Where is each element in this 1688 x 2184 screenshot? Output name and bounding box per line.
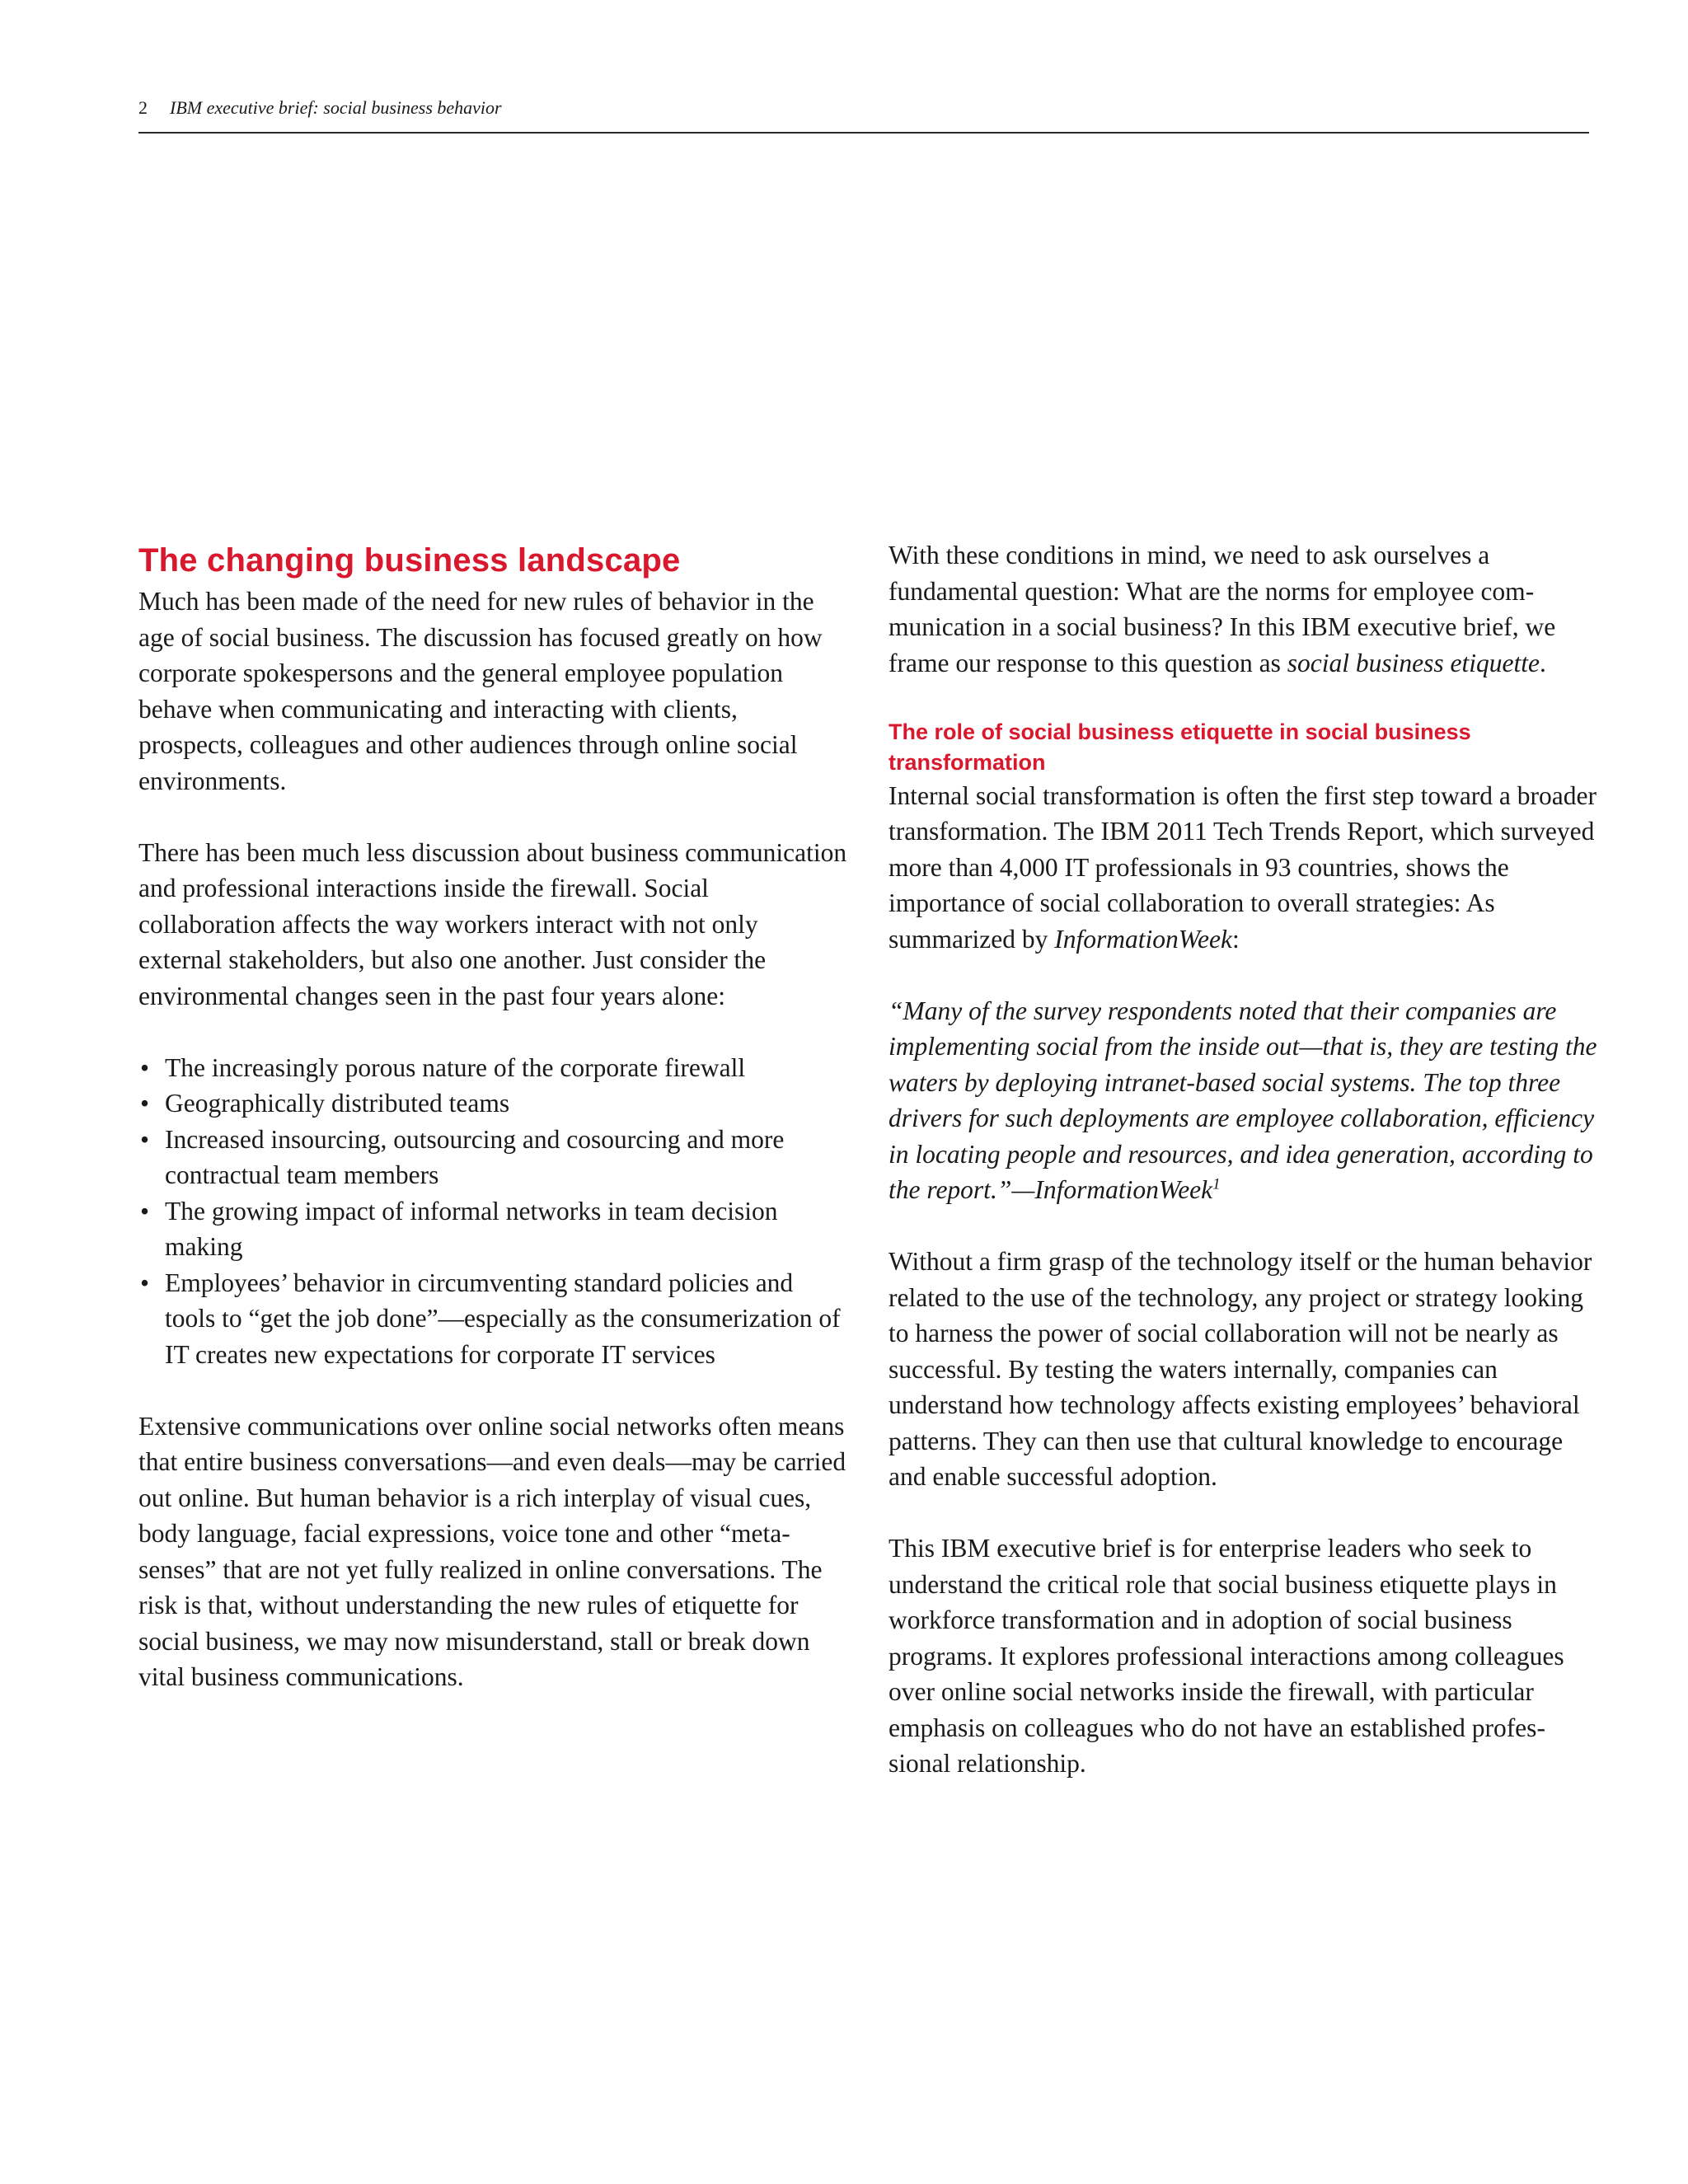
list-item: • Employees’ behavior in circumventing standard policies and tools to “get the job done”—especially as the consumerization of IT creates new expectations for corporate IT services (138, 1265, 847, 1373)
paragraph-text: With these conditions in mind, we need to ask ourselves a fundamental question: What are the norms for employee communication in a social business? In this IBM executive brief, we frame our response to this question as (889, 541, 1556, 677)
paragraph (889, 778, 1597, 958)
section-heading: The changing business landscape (138, 542, 681, 579)
emphasis-text: social business etiquette (1287, 648, 1540, 677)
page-number: 2 (138, 97, 148, 118)
list-item: • Geographically distributed teams (138, 1085, 847, 1122)
paragraph: Without a firm grasp of the technology itself or the human behavior related to the use of the technology, any project or strategy looking to harness the power of social collaboration will not be nearly as successful. By testing the waters internally, companies can understand how technology affects existing employees’ behavioral patterns. They can then use that cultural knowledge to encourage and enable successful adoption. (889, 1247, 1592, 1491)
document-title: IBM executive brief: social business behavior (170, 97, 502, 118)
left-column (138, 537, 847, 1695)
footnote-marker: 1 (1212, 1175, 1221, 1193)
paragraph-end: : (1232, 924, 1240, 954)
subsection-heading: The role of social business etiquette in social business transformation (889, 719, 1471, 775)
paragraph (889, 537, 1597, 681)
list-item: • The growing impact of informal networks in team decision making (138, 1193, 847, 1265)
page-header (138, 96, 1589, 134)
paragraph: Much has been made of the need for new rules of behavior in the age of social business. The discussion has focused greatly on how corporate spokespersons and the general employee population behave when communicating and interacting with clients, prospects, colleagues and other audiences through online social environments. (138, 587, 823, 795)
paragraph: This IBM executive brief is for enterprise leaders who seek to understand the critical role that social business etiquette plays in workforce transformation and in adoption of social business programs. It explores professional interactions among colleagues over online social networks inside the firewall, with particular emphasis on colleagues who do not have an established professional relationship. (889, 1534, 1564, 1778)
right-column (889, 537, 1597, 1782)
quote-text: “Many of the survey respondents noted that their companies are implementing social from the inside out—that is, they are testing the waters by deploying intranet-based social systems. The top three drivers for such deployments are employee collaboration, efficiency in locating people and resources, and idea generation, according to the report.”—InformationWeek (889, 996, 1597, 1204)
block-quote (889, 993, 1597, 1208)
paragraph-text: Internal social transformation is often the first step toward a broader transformation. The IBM 2011 Tech Trends Report, which surveyed more than 4,000 IT professionals in 93 countries, shows the importance of social collaboration to overall strategies: As summarized by (889, 780, 1597, 954)
list-item: • Increased insourcing, outsourcing and cosourcing and more contractual team members (138, 1122, 847, 1193)
bullet-list (138, 1050, 847, 1373)
paragraph: Extensive communications over online social networks often means that entire business conversations—and even deals—may be carried out online. But human behavior is a rich interplay of visual cues, body language, facial expressions, voice tone and other “meta-senses” that are not yet fully realized in online conversations. The risk is that, without understanding the new rules of etiquette for social business, we may now misunderstand, stall or break down vital business communications. (138, 1411, 846, 1691)
list-item: • The increasingly porous nature of the corporate firewall (138, 1050, 847, 1086)
emphasis-text: InformationWeek (1054, 924, 1232, 954)
paragraph: There has been much less discussion about business communication and professional interactions inside the firewall. Social collaboration affects the way workers interact with not only external stakeholders, but also one another. Just consider the environmental changes seen in the past four years alone: (138, 837, 847, 1010)
paragraph-end: . (1539, 648, 1546, 677)
